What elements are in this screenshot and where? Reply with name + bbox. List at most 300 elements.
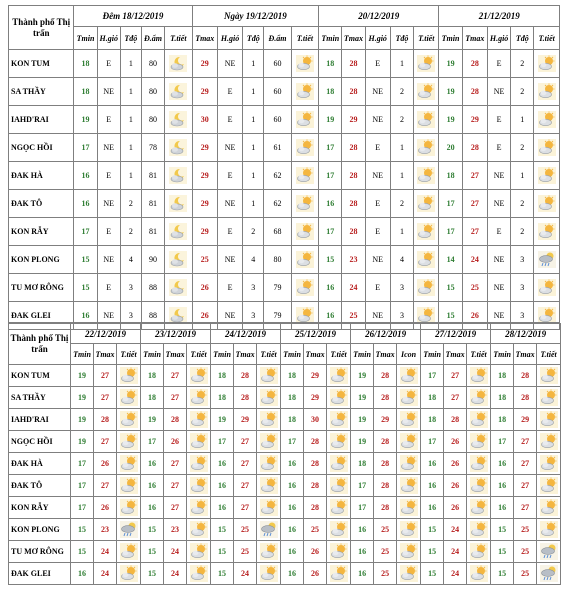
- weather-cell: [467, 519, 491, 541]
- table-row: [9, 106, 560, 134]
- humidity-value: 68: [264, 218, 291, 246]
- humidity-value: 79: [264, 274, 291, 302]
- column-header-weather: T.tiết: [117, 344, 141, 365]
- weather-cell: [397, 453, 421, 475]
- weather-cell: [187, 519, 211, 541]
- sun-cloud-icon: [296, 279, 314, 296]
- wind-value: NE: [217, 50, 242, 78]
- weather-cell: [414, 218, 439, 246]
- weather-cell: [397, 431, 421, 453]
- speed-value: 2: [120, 190, 141, 218]
- weather-cell: [327, 365, 351, 387]
- column-header-tmin: Tmin: [421, 344, 444, 365]
- column-header-tmax: Tmax: [192, 27, 217, 50]
- weather-cell: [467, 563, 491, 585]
- wind-value: NE: [97, 190, 120, 218]
- column-header-tmin: Tmin: [141, 344, 164, 365]
- tmin-value: 18: [141, 387, 164, 409]
- tmin-value: 16: [211, 453, 234, 475]
- tmin-value: 19: [439, 78, 462, 106]
- tmin-value: 15: [211, 563, 234, 585]
- table-row: [9, 453, 561, 475]
- wind-value: NE: [97, 246, 120, 274]
- day-header: Ngày 19/12/2019: [192, 6, 319, 27]
- sun-cloud-icon: [260, 565, 278, 582]
- weather-cell: [257, 563, 281, 585]
- moon-cloud-icon: [169, 223, 187, 240]
- tmax-value: 26: [444, 475, 467, 497]
- sun-cloud-icon: [330, 565, 348, 582]
- tmax-value: 27: [514, 475, 537, 497]
- weather-cell: [117, 409, 141, 431]
- weather-cell: [467, 431, 491, 453]
- tmin-value: 15: [491, 541, 514, 563]
- weather-cell: [291, 106, 318, 134]
- tmin-value: 15: [491, 563, 514, 585]
- weather-cell: [414, 190, 439, 218]
- tmin-value: 16: [141, 497, 164, 519]
- weather-cell: [257, 431, 281, 453]
- sun-cloud-icon: [330, 543, 348, 560]
- tmin-value: 16: [281, 497, 304, 519]
- sun-cloud-icon: [296, 83, 314, 100]
- tmin-value: 16: [421, 475, 444, 497]
- tmin-value: 19: [71, 387, 94, 409]
- tmin-value: 16: [491, 475, 514, 497]
- tmin-value: 16: [491, 453, 514, 475]
- column-header-wind: H.gió: [365, 27, 390, 50]
- weather-cell: [165, 246, 192, 274]
- sun-cloud-icon: [470, 389, 488, 406]
- tmin-value: 17: [319, 134, 342, 162]
- tmin-value: 18: [281, 387, 304, 409]
- wind-value: E: [97, 50, 120, 78]
- tmin-value: 15: [141, 563, 164, 585]
- weather-cell: [327, 431, 351, 453]
- tmin-value: 16: [141, 453, 164, 475]
- sun-cloud-icon: [120, 411, 138, 428]
- column-header-weather: T.tiết: [537, 344, 561, 365]
- column-header-tmin: Tmin: [319, 27, 342, 50]
- tmin-value: 18: [281, 409, 304, 431]
- tmax-value: 27: [164, 387, 187, 409]
- tmin-value: 14: [439, 246, 462, 274]
- speed-value: 2: [390, 78, 413, 106]
- sun-cloud-icon: [470, 433, 488, 450]
- sun-cloud-icon: [540, 367, 558, 384]
- sun-cloud-icon: [538, 55, 556, 72]
- tmin-value: 16: [421, 453, 444, 475]
- tmin-value: 16: [491, 497, 514, 519]
- weather-cell: [291, 274, 318, 302]
- wind-value: E: [365, 274, 390, 302]
- sun-cloud-icon: [296, 223, 314, 240]
- tmin-value: 15: [211, 541, 234, 563]
- sun-cloud-icon: [190, 499, 208, 516]
- tmin-value: 18: [421, 387, 444, 409]
- tmin-value: 18: [421, 409, 444, 431]
- tmin-value: 19: [319, 106, 342, 134]
- sun-cloud-icon: [260, 499, 278, 516]
- table-row: [9, 190, 560, 218]
- tmin-value: 15: [319, 246, 342, 274]
- sun-cloud-icon: [260, 411, 278, 428]
- weather-cell: [165, 50, 192, 78]
- sun-cloud-icon: [538, 83, 556, 100]
- tmin-value: 17: [71, 475, 94, 497]
- weather-cell: [257, 497, 281, 519]
- tmin-value: 16: [351, 563, 374, 585]
- tmin-value: 16: [281, 475, 304, 497]
- weather-cell: [397, 365, 421, 387]
- tmin-value: 18: [319, 78, 342, 106]
- tmax-value: 23: [342, 246, 365, 274]
- speed-value: 1: [390, 218, 413, 246]
- tmax-value: 25: [374, 541, 397, 563]
- weather-cell: [257, 387, 281, 409]
- tmax-value: 29: [192, 218, 217, 246]
- tmin-value: 17: [421, 431, 444, 453]
- weather-cell: [397, 475, 421, 497]
- tmax-value: 27: [514, 497, 537, 519]
- tmin-value: 18: [439, 162, 462, 190]
- city-name: ĐAK HÀ: [9, 453, 71, 475]
- weather-cell: [534, 274, 560, 302]
- table-row: [9, 50, 560, 78]
- sun-cloud-icon: [417, 251, 435, 268]
- tmin-value: 19: [211, 409, 234, 431]
- speed-value: 4: [390, 246, 413, 274]
- humidity-value: 78: [141, 134, 164, 162]
- tmax-value: 28: [462, 78, 487, 106]
- weather-cell: [534, 190, 560, 218]
- speed-value: 2: [390, 190, 413, 218]
- weather-cell: [291, 50, 318, 78]
- tmax-value: 27: [462, 190, 487, 218]
- tmax-value: 24: [164, 563, 187, 585]
- weather-cell: [327, 475, 351, 497]
- tmin-value: 18: [351, 453, 374, 475]
- tmin-value: 15: [211, 519, 234, 541]
- column-header-tmin: Tmin: [351, 344, 374, 365]
- tmin-value: 16: [141, 475, 164, 497]
- speed-value: 3: [511, 302, 534, 330]
- tmin-value: 17: [351, 497, 374, 519]
- sun-cloud-icon: [417, 111, 435, 128]
- tmin-value: 18: [141, 365, 164, 387]
- tmax-value: 24: [94, 541, 117, 563]
- wind-value: E: [217, 274, 242, 302]
- speed-value: 2: [511, 78, 534, 106]
- humidity-value: 80: [264, 246, 291, 274]
- speed-value: 3: [390, 274, 413, 302]
- sun-cloud-icon: [540, 411, 558, 428]
- column-header-tmax: Tmax: [234, 344, 257, 365]
- tmax-value: 26: [94, 453, 117, 475]
- sun-cloud-icon: [120, 455, 138, 472]
- tmax-value: 29: [304, 387, 327, 409]
- weather-cell: [414, 274, 439, 302]
- tmax-value: 28: [342, 50, 365, 78]
- tmax-value: 28: [342, 78, 365, 106]
- day-header: Đêm 18/12/2019: [74, 6, 192, 27]
- tmax-value: 27: [444, 365, 467, 387]
- wind-value: NE: [487, 162, 510, 190]
- tmax-value: 24: [164, 541, 187, 563]
- tmax-value: 26: [94, 497, 117, 519]
- tmin-value: 15: [74, 246, 97, 274]
- weather-cell: [537, 541, 561, 563]
- sun-cloud-icon: [260, 455, 278, 472]
- weather-cell: [537, 431, 561, 453]
- tmax-value: 26: [164, 431, 187, 453]
- tmax-value: 28: [234, 387, 257, 409]
- weather-cell: [165, 190, 192, 218]
- wind-value: E: [217, 78, 242, 106]
- sun-cloud-icon: [417, 279, 435, 296]
- tmin-value: 19: [439, 50, 462, 78]
- tmax-value: 25: [514, 519, 537, 541]
- humidity-value: 90: [141, 246, 164, 274]
- column-header-tmax: Tmax: [374, 344, 397, 365]
- sun-cloud-icon: [400, 367, 418, 384]
- tmax-value: 27: [234, 431, 257, 453]
- speed-value: 3: [243, 302, 264, 330]
- city-name: KON TUM: [9, 365, 71, 387]
- table-row: [9, 563, 561, 585]
- tmax-value: 28: [514, 387, 537, 409]
- tmin-value: 19: [74, 106, 97, 134]
- tmin-value: 16: [74, 302, 97, 330]
- humidity-value: 81: [141, 190, 164, 218]
- tmin-value: 19: [351, 409, 374, 431]
- sun-cloud-icon: [400, 565, 418, 582]
- sun-cloud-icon: [120, 433, 138, 450]
- tmin-value: 17: [71, 453, 94, 475]
- speed-value: 3: [243, 274, 264, 302]
- tmax-value: 25: [374, 563, 397, 585]
- weather-cell: [414, 134, 439, 162]
- humidity-value: 62: [264, 162, 291, 190]
- rain-cloud-icon: [540, 565, 558, 582]
- speed-value: 2: [120, 218, 141, 246]
- day-header: 20/12/2019: [319, 6, 439, 27]
- speed-value: 1: [243, 134, 264, 162]
- tmin-value: 15: [421, 563, 444, 585]
- weather-cell: [414, 246, 439, 274]
- weather-cell: [327, 563, 351, 585]
- tmin-value: 17: [74, 218, 97, 246]
- weather-cell: [187, 387, 211, 409]
- city-name: ĐAK GLEI: [9, 302, 74, 330]
- weather-cell: [187, 497, 211, 519]
- table-row: [9, 274, 560, 302]
- weather-cell: [414, 106, 439, 134]
- tmax-value: 28: [514, 365, 537, 387]
- sun-cloud-icon: [296, 139, 314, 156]
- tmax-value: 25: [342, 302, 365, 330]
- weather-cell: [165, 106, 192, 134]
- column-header-weather: T.tiết: [187, 344, 211, 365]
- city-name: IAHD'RAI: [9, 106, 74, 134]
- tmax-value: 25: [514, 541, 537, 563]
- sun-cloud-icon: [540, 433, 558, 450]
- tmax-value: 27: [514, 431, 537, 453]
- sun-cloud-icon: [120, 389, 138, 406]
- sun-cloud-icon: [400, 411, 418, 428]
- sun-cloud-icon: [190, 521, 208, 538]
- tmax-value: 24: [462, 246, 487, 274]
- speed-value: 1: [390, 162, 413, 190]
- weather-cell: [534, 246, 560, 274]
- humidity-value: 79: [264, 302, 291, 330]
- humidity-value: 88: [141, 274, 164, 302]
- tmax-value: 25: [234, 541, 257, 563]
- weather-cell: [187, 475, 211, 497]
- tmax-value: 24: [94, 563, 117, 585]
- wind-value: NE: [487, 246, 510, 274]
- weather-cell: [397, 497, 421, 519]
- tmax-value: 23: [94, 519, 117, 541]
- sun-cloud-icon: [190, 455, 208, 472]
- column-header-weather: T.tiết: [414, 27, 439, 50]
- tmax-value: 29: [192, 190, 217, 218]
- tmax-value: 30: [192, 106, 217, 134]
- sun-cloud-icon: [190, 565, 208, 582]
- tmax-value: 27: [462, 162, 487, 190]
- sun-cloud-icon: [470, 477, 488, 494]
- tmax-value: 29: [192, 50, 217, 78]
- wind-value: E: [487, 106, 510, 134]
- weather-cell: [537, 563, 561, 585]
- day-header: 22/12/2019: [71, 324, 141, 344]
- speed-value: 2: [511, 190, 534, 218]
- tmin-value: 19: [351, 431, 374, 453]
- wind-value: E: [97, 274, 120, 302]
- sun-cloud-icon: [260, 543, 278, 560]
- tmin-value: 16: [74, 190, 97, 218]
- sun-cloud-icon: [417, 223, 435, 240]
- tmax-value: 27: [514, 453, 537, 475]
- moon-cloud-icon: [169, 195, 187, 212]
- wind-value: NE: [217, 190, 242, 218]
- tmax-value: 25: [462, 274, 487, 302]
- tmax-value: 27: [164, 453, 187, 475]
- city-header: Thành phố Thị trấn: [9, 324, 71, 365]
- moon-cloud-icon: [169, 111, 187, 128]
- tmax-value: 26: [192, 274, 217, 302]
- tmin-value: 17: [439, 190, 462, 218]
- city-name: KON PLONG: [9, 519, 71, 541]
- tmax-value: 30: [304, 409, 327, 431]
- tmin-value: 16: [211, 475, 234, 497]
- tmax-value: 27: [94, 387, 117, 409]
- tmax-value: 28: [374, 365, 397, 387]
- sun-cloud-icon: [470, 521, 488, 538]
- tmin-value: 17: [351, 475, 374, 497]
- tmin-value: 19: [71, 365, 94, 387]
- tmin-value: 16: [319, 190, 342, 218]
- sun-cloud-icon: [417, 83, 435, 100]
- humidity-value: 80: [141, 106, 164, 134]
- table-row: [9, 78, 560, 106]
- tmax-value: 28: [342, 190, 365, 218]
- tmax-value: 24: [444, 541, 467, 563]
- sun-cloud-icon: [538, 139, 556, 156]
- city-name: KON RẪY: [9, 218, 74, 246]
- tmin-value: 15: [491, 519, 514, 541]
- table-row: [9, 246, 560, 274]
- column-header-humidity: Đ.ẩm: [141, 27, 164, 50]
- table-row: [9, 541, 561, 563]
- tmin-value: 15: [141, 541, 164, 563]
- sun-cloud-icon: [296, 55, 314, 72]
- table-row: [9, 162, 560, 190]
- tmax-value: 25: [304, 519, 327, 541]
- tmax-value: 28: [444, 409, 467, 431]
- speed-value: 1: [243, 78, 264, 106]
- tmin-value: 18: [74, 78, 97, 106]
- weather-cell: [187, 563, 211, 585]
- sun-cloud-icon: [120, 565, 138, 582]
- column-header-weather: T.tiết: [467, 344, 491, 365]
- speed-value: 3: [390, 302, 413, 330]
- table-row: [9, 431, 561, 453]
- tmin-value: 19: [439, 106, 462, 134]
- wind-value: NE: [365, 246, 390, 274]
- table-row: [9, 218, 560, 246]
- tmax-value: 28: [342, 134, 365, 162]
- tmin-value: 17: [71, 497, 94, 519]
- sun-cloud-icon: [538, 195, 556, 212]
- sun-cloud-icon: [120, 499, 138, 516]
- tmin-value: 17: [281, 431, 304, 453]
- tmax-value: 27: [94, 431, 117, 453]
- column-header-speed: Tđộ: [243, 27, 264, 50]
- sun-cloud-icon: [470, 499, 488, 516]
- weather-cell: [397, 563, 421, 585]
- speed-value: 1: [390, 50, 413, 78]
- tmax-value: 27: [234, 497, 257, 519]
- column-header-tmin: Tmin: [71, 344, 94, 365]
- sun-cloud-icon: [260, 367, 278, 384]
- tmax-value: 28: [234, 365, 257, 387]
- tmin-value: 17: [439, 218, 462, 246]
- tmax-value: 26: [444, 453, 467, 475]
- tmax-value: 27: [164, 365, 187, 387]
- tmax-value: 25: [192, 246, 217, 274]
- tmax-value: 27: [94, 475, 117, 497]
- speed-value: 2: [511, 50, 534, 78]
- speed-value: 1: [120, 78, 141, 106]
- tmin-value: 15: [71, 541, 94, 563]
- tmax-value: 27: [234, 475, 257, 497]
- moon-cloud-icon: [169, 279, 187, 296]
- tmax-value: 28: [462, 50, 487, 78]
- sun-cloud-icon: [540, 455, 558, 472]
- humidity-value: 62: [264, 190, 291, 218]
- column-header-weather: T.tiết: [327, 344, 351, 365]
- weather-cell: [414, 162, 439, 190]
- weather-cell: [537, 519, 561, 541]
- tmin-value: 15: [439, 274, 462, 302]
- tmin-value: 16: [281, 563, 304, 585]
- sun-cloud-icon: [400, 477, 418, 494]
- tmax-value: 27: [462, 218, 487, 246]
- tmax-value: 28: [304, 475, 327, 497]
- speed-value: 3: [511, 274, 534, 302]
- tmax-value: 28: [374, 431, 397, 453]
